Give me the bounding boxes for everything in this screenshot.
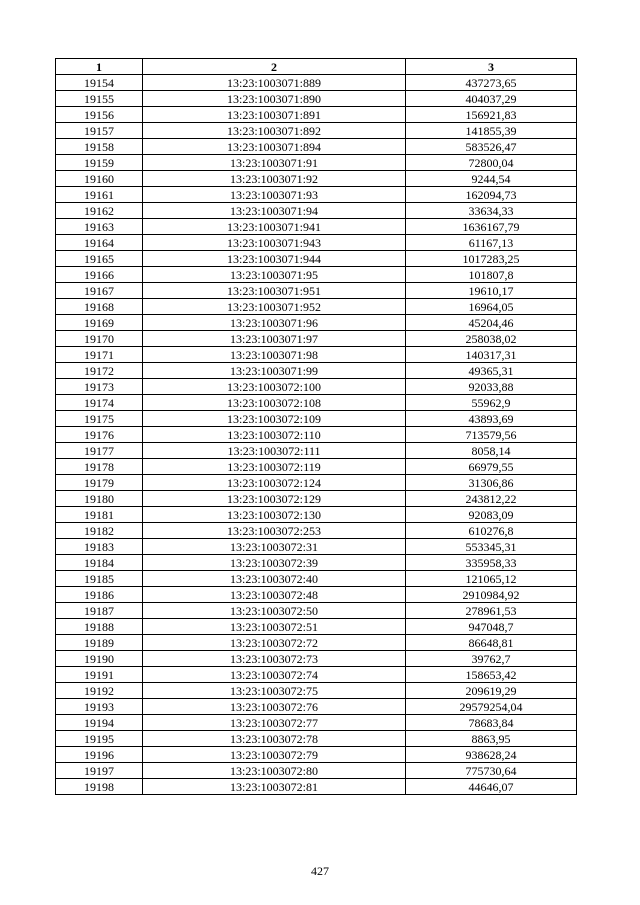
cadastral-number-cell: 13:23:1003072:39 [143,555,406,571]
row-number-cell: 19197 [56,763,143,779]
table-row [56,683,577,699]
row-number-cell: 19158 [56,139,143,155]
row-number-cell: 19172 [56,363,143,379]
table-row [56,459,577,475]
cadastral-number-cell: 13:23:1003072:40 [143,571,406,587]
table-row [56,267,577,283]
cadastral-number-cell: 13:23:1003071:94 [143,203,406,219]
cadastral-number-cell: 13:23:1003072:129 [143,491,406,507]
row-number-cell: 19177 [56,443,143,459]
page-number: 427 [311,864,329,878]
row-number-cell: 19173 [56,379,143,395]
table-row [56,747,577,763]
cadastral-number-cell: 13:23:1003071:93 [143,187,406,203]
value-cell: 938628,24 [406,747,577,763]
value-cell: 713579,56 [406,427,577,443]
value-cell: 258038,02 [406,331,577,347]
column-header-3: 3 [406,59,577,75]
row-number-cell: 19182 [56,523,143,539]
cadastral-number-cell: 13:23:1003071:890 [143,91,406,107]
value-cell: 209619,29 [406,683,577,699]
table-row [56,235,577,251]
table-row [56,571,577,587]
value-cell: 121065,12 [406,571,577,587]
row-number-cell: 19174 [56,395,143,411]
cadastral-number-cell: 13:23:1003072:72 [143,635,406,651]
value-cell: 16964,05 [406,299,577,315]
cadastral-number-cell: 13:23:1003072:51 [143,619,406,635]
row-number-cell: 19198 [56,779,143,795]
table-row [56,219,577,235]
row-number-cell: 19167 [56,283,143,299]
row-number-cell: 19178 [56,459,143,475]
row-number-cell: 19196 [56,747,143,763]
row-number-cell: 19195 [56,731,143,747]
cadastral-number-cell: 13:23:1003072:109 [143,411,406,427]
value-cell: 335958,33 [406,555,577,571]
row-number-cell: 19175 [56,411,143,427]
table-row [56,491,577,507]
cadastral-number-cell: 13:23:1003072:48 [143,587,406,603]
row-number-cell: 19176 [56,427,143,443]
cadastral-number-cell: 13:23:1003071:97 [143,331,406,347]
row-number-cell: 19155 [56,91,143,107]
cadastral-number-cell: 13:23:1003072:111 [143,443,406,459]
value-cell: 19610,17 [406,283,577,299]
table-header [56,59,577,75]
cadastral-number-cell: 13:23:1003072:75 [143,683,406,699]
table-row [56,587,577,603]
header-row [56,59,577,75]
table-row [56,507,577,523]
row-number-cell: 19156 [56,107,143,123]
row-number-cell: 19171 [56,347,143,363]
table-row [56,283,577,299]
table-row [56,91,577,107]
value-cell: 583526,47 [406,139,577,155]
row-number-cell: 19154 [56,75,143,91]
row-number-cell: 19180 [56,491,143,507]
value-cell: 92083,09 [406,507,577,523]
value-cell: 8863,95 [406,731,577,747]
cadastral-number-cell: 13:23:1003072:253 [143,523,406,539]
value-cell: 29579254,04 [406,699,577,715]
table-row [56,395,577,411]
cadastral-number-cell: 13:23:1003072:110 [143,427,406,443]
table-row [56,347,577,363]
cadastral-number-cell: 13:23:1003072:79 [143,747,406,763]
value-cell: 1636167,79 [406,219,577,235]
value-cell: 553345,31 [406,539,577,555]
table-row [56,523,577,539]
value-cell: 156921,83 [406,107,577,123]
table-row [56,107,577,123]
value-cell: 86648,81 [406,635,577,651]
row-number-cell: 19190 [56,651,143,667]
cadastral-number-cell: 13:23:1003072:50 [143,603,406,619]
cadastral-number-cell: 13:23:1003072:100 [143,379,406,395]
table-row [56,315,577,331]
table-row [56,331,577,347]
row-number-cell: 19187 [56,603,143,619]
table-row [56,203,577,219]
row-number-cell: 19186 [56,587,143,603]
cadastral-number-cell: 13:23:1003072:73 [143,651,406,667]
row-number-cell: 19159 [56,155,143,171]
row-number-cell: 19161 [56,187,143,203]
table-row [56,187,577,203]
value-cell: 39762,7 [406,651,577,667]
cadastral-number-cell: 13:23:1003071:894 [143,139,406,155]
table-row [56,379,577,395]
table-row [56,171,577,187]
row-number-cell: 19193 [56,699,143,715]
table-body [56,75,577,795]
cadastral-number-cell: 13:23:1003072:119 [143,459,406,475]
cadastral-number-cell: 13:23:1003071:98 [143,347,406,363]
value-cell: 72800,04 [406,155,577,171]
cadastral-number-cell: 13:23:1003072:31 [143,539,406,555]
cadastral-number-cell: 13:23:1003072:76 [143,699,406,715]
data-table [55,58,577,795]
table-row [56,539,577,555]
row-number-cell: 19168 [56,299,143,315]
value-cell: 437273,65 [406,75,577,91]
table-row [56,715,577,731]
cadastral-number-cell: 13:23:1003072:130 [143,507,406,523]
cadastral-number-cell: 13:23:1003072:80 [143,763,406,779]
value-cell: 55962,9 [406,395,577,411]
row-number-cell: 19163 [56,219,143,235]
table-row [56,651,577,667]
table-row [56,603,577,619]
row-number-cell: 19189 [56,635,143,651]
table-row [56,363,577,379]
table-row [56,555,577,571]
cadastral-number-cell: 13:23:1003072:74 [143,667,406,683]
value-cell: 49365,31 [406,363,577,379]
value-cell: 101807,8 [406,267,577,283]
row-number-cell: 19166 [56,267,143,283]
table-row [56,779,577,795]
value-cell: 9244,54 [406,171,577,187]
cadastral-number-cell: 13:23:1003071:892 [143,123,406,139]
value-cell: 610276,8 [406,523,577,539]
cadastral-number-cell: 13:23:1003071:944 [143,251,406,267]
table-row [56,667,577,683]
value-cell: 61167,13 [406,235,577,251]
cadastral-number-cell: 13:23:1003071:951 [143,283,406,299]
cadastral-number-cell: 13:23:1003071:99 [143,363,406,379]
row-number-cell: 19165 [56,251,143,267]
value-cell: 404037,29 [406,91,577,107]
row-number-cell: 19181 [56,507,143,523]
value-cell: 92033,88 [406,379,577,395]
cadastral-number-cell: 13:23:1003071:941 [143,219,406,235]
table-row [56,155,577,171]
row-number-cell: 19184 [56,555,143,571]
cadastral-number-cell: 13:23:1003071:889 [143,75,406,91]
table-row [56,475,577,491]
table-row [56,75,577,91]
column-header-1: 1 [56,59,143,75]
value-cell: 141855,39 [406,123,577,139]
row-number-cell: 19160 [56,171,143,187]
cadastral-number-cell: 13:23:1003071:92 [143,171,406,187]
value-cell: 78683,84 [406,715,577,731]
cadastral-number-cell: 13:23:1003071:91 [143,155,406,171]
value-cell: 45204,46 [406,315,577,331]
value-cell: 947048,7 [406,619,577,635]
value-cell: 8058,14 [406,443,577,459]
row-number-cell: 19183 [56,539,143,555]
cadastral-number-cell: 13:23:1003071:96 [143,315,406,331]
table-row [56,763,577,779]
cadastral-number-cell: 13:23:1003072:78 [143,731,406,747]
value-cell: 775730,64 [406,763,577,779]
row-number-cell: 19185 [56,571,143,587]
cadastral-number-cell: 13:23:1003072:124 [143,475,406,491]
row-number-cell: 19188 [56,619,143,635]
table-row [56,139,577,155]
value-cell: 140317,31 [406,347,577,363]
value-cell: 162094,73 [406,187,577,203]
table-row [56,731,577,747]
table-row [56,699,577,715]
table-row [56,123,577,139]
table-row [56,635,577,651]
table-row [56,443,577,459]
value-cell: 44646,07 [406,779,577,795]
row-number-cell: 19162 [56,203,143,219]
row-number-cell: 19179 [56,475,143,491]
value-cell: 43893,69 [406,411,577,427]
row-number-cell: 19192 [56,683,143,699]
row-number-cell: 19170 [56,331,143,347]
cadastral-number-cell: 13:23:1003072:108 [143,395,406,411]
cadastral-number-cell: 13:23:1003071:943 [143,235,406,251]
table-row [56,299,577,315]
cadastral-number-cell: 13:23:1003071:891 [143,107,406,123]
cadastral-number-cell: 13:23:1003072:77 [143,715,406,731]
cadastral-number-cell: 13:23:1003071:95 [143,267,406,283]
value-cell: 33634,33 [406,203,577,219]
value-cell: 66979,55 [406,459,577,475]
row-number-cell: 19157 [56,123,143,139]
column-header-2: 2 [143,59,406,75]
value-cell: 2910984,92 [406,587,577,603]
table-row [56,619,577,635]
row-number-cell: 19191 [56,667,143,683]
value-cell: 158653,42 [406,667,577,683]
table-row [56,251,577,267]
row-number-cell: 19169 [56,315,143,331]
value-cell: 243812,22 [406,491,577,507]
value-cell: 1017283,25 [406,251,577,267]
row-number-cell: 19194 [56,715,143,731]
value-cell: 31306,86 [406,475,577,491]
table-row [56,427,577,443]
table-row [56,411,577,427]
cadastral-number-cell: 13:23:1003072:81 [143,779,406,795]
cadastral-number-cell: 13:23:1003071:952 [143,299,406,315]
value-cell: 278961,53 [406,603,577,619]
row-number-cell: 19164 [56,235,143,251]
